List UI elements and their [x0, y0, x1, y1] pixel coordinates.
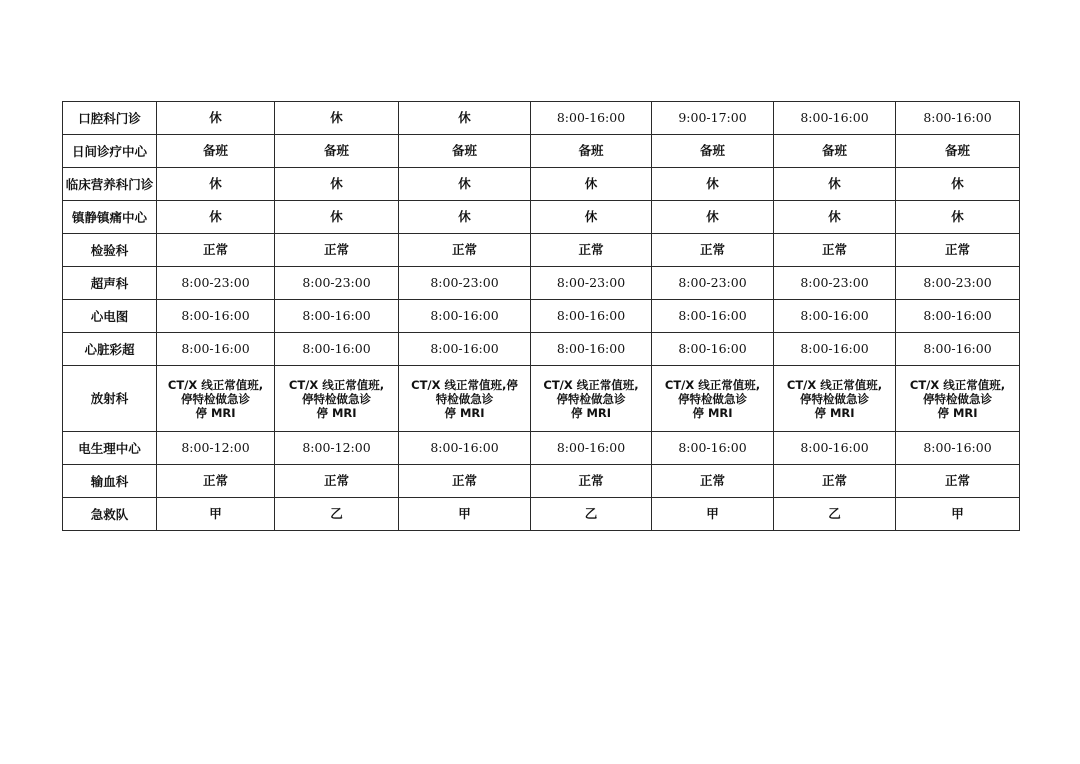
schedule-cell: 8:00-23:00 — [399, 267, 531, 300]
schedule-cell-line: 停特检做急诊 — [181, 391, 250, 406]
schedule-cell-line: 停 MRI — [195, 405, 236, 420]
schedule-cell — [399, 366, 531, 432]
schedule-cell-line: 特检做急诊 — [435, 391, 494, 406]
department-name: 检验科 — [63, 234, 157, 267]
schedule-cell: 8:00-16:00 — [531, 102, 652, 135]
schedule-cell: 8:00-16:00 — [399, 432, 531, 465]
schedule-cell: 8:00-16:00 — [531, 333, 652, 366]
schedule-cell: 备班 — [652, 135, 774, 168]
schedule-cell: 备班 — [157, 135, 275, 168]
schedule-cell: 8:00-16:00 — [399, 300, 531, 333]
schedule-cell: 休 — [157, 168, 275, 201]
schedule-cell: 休 — [275, 201, 399, 234]
schedule-cell: 休 — [275, 102, 399, 135]
schedule-cell: 休 — [652, 168, 774, 201]
schedule-cell: 正常 — [531, 234, 652, 267]
schedule-cell-line: 停特检做急诊 — [678, 391, 747, 406]
schedule-cell-line: CT/X 线正常值班, — [543, 377, 639, 392]
schedule-cell: 8:00-16:00 — [275, 300, 399, 333]
schedule-cell: 8:00-16:00 — [774, 432, 896, 465]
schedule-cell: 休 — [399, 201, 531, 234]
schedule-cell-line: CT/X 线正常值班,停 — [411, 377, 518, 392]
schedule-cell: 正常 — [774, 465, 896, 498]
schedule-cell: 8:00-16:00 — [652, 432, 774, 465]
schedule-cell: 8:00-23:00 — [652, 267, 774, 300]
table-row — [63, 333, 1020, 366]
schedule-cell: 8:00-16:00 — [774, 333, 896, 366]
schedule-cell: 8:00-23:00 — [531, 267, 652, 300]
department-name: 镇静镇痛中心 — [63, 201, 157, 234]
schedule-cell: 8:00-16:00 — [531, 300, 652, 333]
table-row — [63, 135, 1020, 168]
department-name: 急救队 — [63, 498, 157, 531]
schedule-cell: 8:00-23:00 — [774, 267, 896, 300]
schedule-cell: 8:00-16:00 — [896, 102, 1020, 135]
schedule-cell: 正常 — [157, 234, 275, 267]
schedule-cell: 正常 — [896, 465, 1020, 498]
table-row — [63, 234, 1020, 267]
schedule-cell-line: CT/X 线正常值班, — [288, 377, 385, 392]
schedule-cell: 休 — [157, 102, 275, 135]
schedule-cell: 8:00-16:00 — [774, 102, 896, 135]
schedule-cell: 休 — [896, 201, 1020, 234]
schedule-cell: 8:00-23:00 — [896, 267, 1020, 300]
schedule-cell: 8:00-23:00 — [157, 267, 275, 300]
schedule-cell: 备班 — [774, 135, 896, 168]
table-row — [63, 366, 1020, 432]
table-row — [63, 201, 1020, 234]
schedule-cell: 甲 — [896, 498, 1020, 531]
schedule-cell: 正常 — [652, 465, 774, 498]
schedule-cell: 8:00-16:00 — [157, 333, 275, 366]
department-name: 输血科 — [63, 465, 157, 498]
schedule-cell-line: 停 MRI — [316, 405, 357, 420]
schedule-cell: 休 — [157, 201, 275, 234]
schedule-cell: 乙 — [774, 498, 896, 531]
schedule-cell: 8:00-12:00 — [275, 432, 399, 465]
schedule-cell: 休 — [399, 168, 531, 201]
schedule-cell-line: CT/X 线正常值班, — [664, 377, 761, 392]
schedule-cell-line: 停 MRI — [692, 405, 733, 420]
department-name: 放射科 — [63, 366, 157, 432]
schedule-cell: 正常 — [531, 465, 652, 498]
schedule-cell: 备班 — [531, 135, 652, 168]
table-row — [63, 102, 1020, 135]
table-row — [63, 432, 1020, 465]
schedule-cell: 备班 — [275, 135, 399, 168]
schedule-cell: 休 — [531, 168, 652, 201]
department-name: 日间诊疗中心 — [63, 135, 157, 168]
schedule-cell-line: 停 MRI — [570, 405, 612, 420]
schedule-cell: 休 — [774, 201, 896, 234]
schedule-cell: 8:00-16:00 — [399, 333, 531, 366]
schedule-cell: 8:00-16:00 — [652, 300, 774, 333]
schedule-cell-line: 停特检做急诊 — [556, 391, 626, 406]
schedule-cell: 乙 — [531, 498, 652, 531]
table-row — [63, 465, 1020, 498]
schedule-cell: 正常 — [652, 234, 774, 267]
schedule-cell — [275, 366, 399, 432]
department-name: 心电图 — [63, 300, 157, 333]
table-row — [63, 498, 1020, 531]
schedule-cell: 甲 — [157, 498, 275, 531]
schedule-cell: 正常 — [275, 234, 399, 267]
schedule-cell: 9:00-17:00 — [652, 102, 774, 135]
schedule-cell: 正常 — [896, 234, 1020, 267]
schedule-cell: 正常 — [774, 234, 896, 267]
schedule-cell — [157, 366, 275, 432]
schedule-cell: 8:00-23:00 — [275, 267, 399, 300]
schedule-cell-line: 停特检做急诊 — [923, 391, 992, 406]
schedule-cell-line: 停 MRI — [937, 405, 978, 420]
schedule-cell-line: 停特检做急诊 — [302, 391, 371, 406]
schedule-cell — [652, 366, 774, 432]
schedule-cell: 甲 — [652, 498, 774, 531]
schedule-cell: 8:00-16:00 — [652, 333, 774, 366]
schedule-cell: 8:00-16:00 — [896, 432, 1020, 465]
schedule-cell: 备班 — [896, 135, 1020, 168]
schedule-cell: 8:00-16:00 — [774, 300, 896, 333]
schedule-cell: 正常 — [275, 465, 399, 498]
schedule-cell-line: CT/X 线正常值班, — [786, 377, 883, 392]
table-row — [63, 168, 1020, 201]
schedule-cell-line: CT/X 线正常值班, — [167, 377, 264, 392]
schedule-cell: 8:00-16:00 — [531, 432, 652, 465]
schedule-cell: 休 — [275, 168, 399, 201]
schedule-cell: 8:00-12:00 — [157, 432, 275, 465]
schedule-cell — [531, 366, 652, 432]
schedule-cell: 乙 — [275, 498, 399, 531]
department-name: 口腔科门诊 — [63, 102, 157, 135]
schedule-cell: 休 — [399, 102, 531, 135]
schedule-cell: 8:00-16:00 — [896, 333, 1020, 366]
table-row — [63, 300, 1020, 333]
schedule-sheet — [62, 101, 1020, 531]
department-name: 电生理中心 — [63, 432, 157, 465]
schedule-cell-line: 停特检做急诊 — [800, 391, 869, 406]
schedule-cell: 甲 — [399, 498, 531, 531]
schedule-cell: 休 — [896, 168, 1020, 201]
schedule-cell-line: CT/X 线正常值班, — [909, 377, 1006, 392]
schedule-cell: 8:00-16:00 — [157, 300, 275, 333]
department-name: 心脏彩超 — [63, 333, 157, 366]
schedule-cell: 正常 — [399, 234, 531, 267]
schedule-cell: 8:00-16:00 — [896, 300, 1020, 333]
schedule-cell: 正常 — [399, 465, 531, 498]
schedule-table — [62, 101, 1020, 531]
schedule-cell: 休 — [531, 201, 652, 234]
schedule-cell-line: 停 MRI — [444, 405, 485, 420]
schedule-body — [63, 102, 1020, 531]
table-row — [63, 267, 1020, 300]
schedule-cell: 8:00-16:00 — [275, 333, 399, 366]
schedule-cell — [774, 366, 896, 432]
department-name: 临床营养科门诊 — [63, 168, 157, 201]
schedule-cell: 正常 — [157, 465, 275, 498]
schedule-cell: 休 — [774, 168, 896, 201]
schedule-cell — [896, 366, 1020, 432]
schedule-cell-line: 停 MRI — [814, 405, 855, 420]
department-name: 超声科 — [63, 267, 157, 300]
schedule-cell: 休 — [652, 201, 774, 234]
schedule-cell: 备班 — [399, 135, 531, 168]
